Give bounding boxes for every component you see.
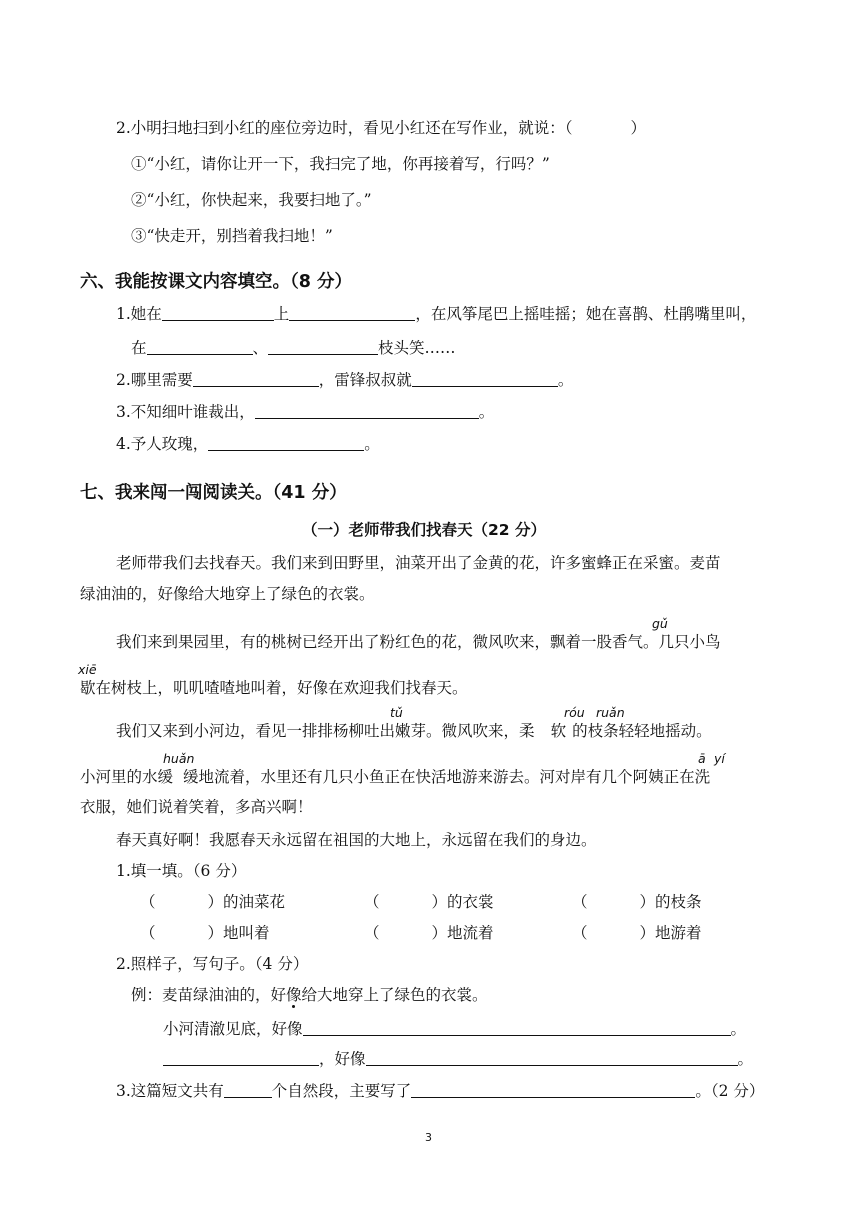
s6-item-1-cont: 在 、 枝头笑…… (131, 339, 456, 357)
pinyin-tu: tǔ (390, 705, 403, 720)
fill-blank[interactable] (163, 1050, 319, 1066)
fill-blank[interactable] (411, 1082, 695, 1098)
s6-item-3: 3.不知细叶谁裁出， 。 (116, 403, 495, 421)
fill-blank[interactable] (289, 305, 415, 321)
q1-row1-item2: （ ）的衣裳 (364, 893, 494, 911)
fill-blank[interactable] (412, 371, 558, 387)
fill-blank[interactable] (268, 339, 378, 355)
s6-item-1: 1.她在 上 ，在风筝尾巴上摇哇摇；她在喜鹊、杜鹃嘴里叫， (116, 305, 757, 323)
q1-row2-item2: （ ）地流着 (364, 924, 494, 942)
pinyin-huan: huǎn (163, 751, 195, 766)
pinyin-ruan: ruǎn (596, 705, 625, 720)
q2-answer-line2: ，好像 。 (163, 1049, 753, 1069)
passage-p1-line2: 绿油油的，好像给大地穿上了绿色的衣裳。 (80, 585, 375, 603)
passage-p2-line2: 歇在树枝上，叽叽喳喳地叫着，好像在欢迎我们找春天。 (80, 679, 468, 697)
pinyin-a: ā (698, 751, 706, 766)
passage-p3-line2: 小河里的水缓 缓地流着，水里还有几只小鱼正在快活地游来游去。河对岸有几个阿姨正在洗 (80, 768, 711, 786)
fill-blank[interactable] (193, 371, 319, 387)
q2-example: 例：麦苗绿油油的，好像给大地穿上了绿色的衣裳。 (131, 986, 488, 1004)
q2-option-1: ①“小红，请你让开一下，我扫完了地，你再接着写，行吗？” (131, 155, 550, 173)
s7-q2-title: 2.照样子，写句子。（4 分） (116, 955, 309, 973)
fill-blank[interactable] (162, 305, 274, 321)
q1-row1-item1: （ ）的油菜花 (140, 893, 286, 911)
s6-item-2: 2.哪里需要 ，雷锋叔叔就 。 (116, 371, 574, 389)
passage-p4: 春天真好啊！我愿春天永远留在祖国的大地上，永远留在我们的身边。 (116, 831, 597, 849)
passage-p3-line3: 衣服，她们说着笑着，多高兴啊！ (80, 798, 313, 816)
fill-blank[interactable] (303, 1020, 731, 1036)
q1-row2-item1: （ ）地叫着 (140, 924, 270, 942)
fill-blank[interactable] (366, 1050, 738, 1066)
pinyin-rou: róu (564, 705, 585, 720)
q2-answer-line1: 小河清澈见底，好像 。 (163, 1020, 747, 1038)
pinyin-gu: gǔ (652, 616, 668, 631)
page-number: 3 (425, 1131, 432, 1144)
passage-p1-line1: 老师带我们去找春天。我们来到田野里，油菜开出了金黄的花，许多蜜蜂正在采蜜。麦苗 (116, 554, 721, 572)
pinyin-yi: yí (714, 751, 725, 766)
section-7-title: 七、我来闯一闯阅读关。（41 分） (80, 483, 347, 503)
q1-row2-item3: （ ）地游着 (572, 924, 702, 942)
fill-blank[interactable] (255, 403, 479, 419)
pinyin-xie: xiē (78, 662, 97, 677)
fill-blank[interactable] (208, 435, 364, 451)
passage-title: （一）老师带我们找春天（22 分） (302, 521, 546, 539)
s6-item-4: 4.予人玫瑰， 。 (116, 435, 380, 453)
passage-p3-line1: 我们又来到小河边，看见一排排杨柳吐出嫩芽。微风吹来，柔 软 的枝条轻轻地摇动。 (116, 722, 712, 740)
fill-blank[interactable] (147, 339, 253, 355)
q2-stem: 2.小明扫地扫到小红的座位旁边时，看见小红还在写作业，就说：（ ） (116, 119, 647, 137)
passage-p2-line1: 我们来到果园里，有的桃树已经开出了粉红色的花，微风吹来，飘着一股香气。几只小鸟 (116, 633, 721, 651)
s7-q1-title: 1.填一填。（6 分） (116, 862, 247, 880)
q1-row1-item3: （ ）的枝条 (572, 893, 702, 911)
fill-blank[interactable] (224, 1082, 272, 1098)
s7-q3: 3.这篇短文共有 个自然段，主要写了 。（2 分） (116, 1082, 765, 1100)
section-6-title: 六、我能按课文内容填空。（8 分） (80, 272, 353, 292)
q2-option-3: ③“快走开，别挡着我扫地！” (131, 227, 333, 245)
q2-option-2: ②“小红，你快起来，我要扫地了。” (131, 191, 372, 209)
